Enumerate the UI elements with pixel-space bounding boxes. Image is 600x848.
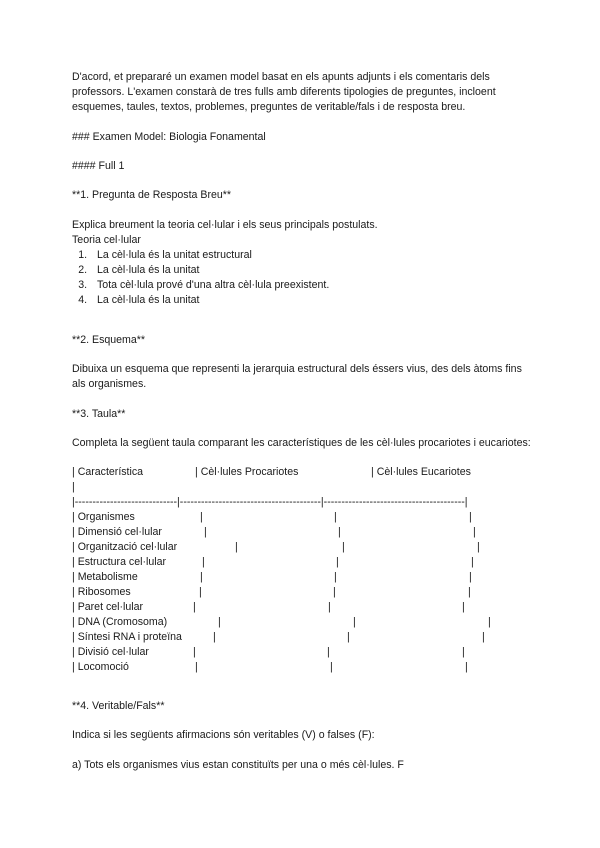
question-3-prompt: Completa la següent taula comparant les característiques de les cèl·lules procariotes i eucariotes: [72, 437, 531, 449]
list-item: 1. La cèl·lula és la unitat estructural [90, 248, 532, 263]
exam-title: ### Examen Model: Biologia Fonamental [72, 131, 266, 143]
list-item: 3. Tota cèl·lula prové d'una altra cèl·lula preexistent. [90, 278, 532, 293]
list-item: 2. La cèl·lula és la unitat [90, 263, 532, 278]
question-4-statement-a: a) Tots els organismes vius estan constituïts per una o més cèl·lules. F [72, 759, 404, 771]
question-1-answer-title: Teoria cel·lular [72, 234, 141, 246]
table-separator-row: |-----------------------------|----------------------------------------|----------------------------------------| [72, 496, 468, 508]
question-1-title: **1. Pregunta de Resposta Breu** [72, 189, 232, 201]
question-1-answer-list [72, 248, 532, 308]
question-1-prompt: Explica breument la teoria cel·lular i els seus principals postulats. [72, 219, 378, 231]
document-page [72, 70, 532, 773]
list-item: 4. La cèl·lula és la unitat [90, 293, 532, 308]
comparison-table: | Característica | Cèl·lules Procariotes | Cèl·lules Eucariotes | |-----------------------------|----------------------------------------|----------------------------------------| | Organismes | | | | Dimensió cel·lular | | | | Organització cel·lular | | | | Estructura cel·lular | | | | Metabolisme | | | | Ribosomes | | | | Paret cel·lular | | | | DNA (Cromosoma) | | | | Síntesi RNA i proteïna | | | | Divisió cel·lular | | | | Locomoció | | | [72, 465, 532, 685]
question-2-title: **2. Esquema** [72, 334, 146, 346]
question-3-title: **3. Taula** [72, 408, 126, 420]
intro-paragraph: D'acord, et prepararé un examen model basat en els apunts adjunts i els comentaris dels professors. L'examen constarà de tres fulls amb diferents tipologies de preguntes, incloent esquemes, taules, textos, problemes, preguntes de veritable/fals i de resposta breu. [72, 71, 496, 113]
table-header-cell: | Característica [72, 466, 144, 478]
question-2-prompt: Dibuixa un esquema que representi la jerarquia estructural dels éssers vius, des dels àtoms fins als organismes. [72, 363, 522, 390]
sheet-title: #### Full 1 [72, 160, 125, 172]
table-header-cell: | Cèl·lules Procariotes [195, 466, 299, 478]
table-header-cell: | Cèl·lules Eucariotes [371, 466, 471, 478]
question-4-prompt: Indica si les següents afirmacions són veritables (V) o falses (F): [72, 729, 375, 741]
question-4-title: **4. Veritable/Fals** [72, 700, 165, 712]
